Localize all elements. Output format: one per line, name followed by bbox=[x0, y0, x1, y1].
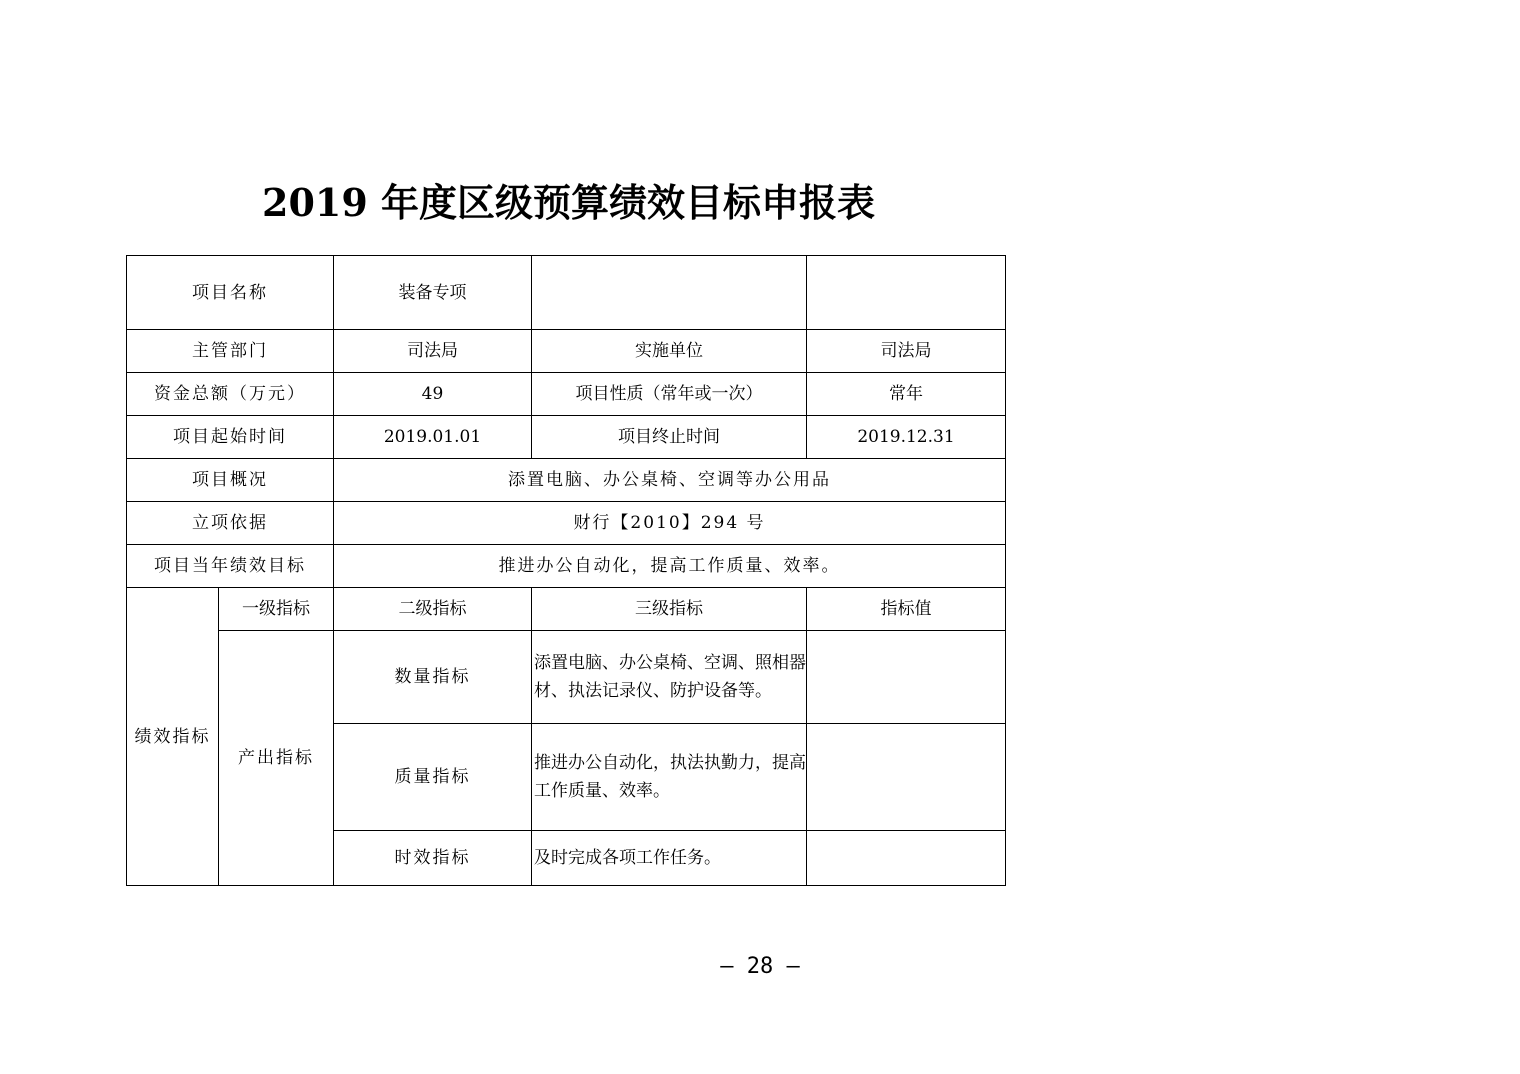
header-value: 指标值 bbox=[807, 588, 1006, 631]
overview-value: 添置电脑、办公桌椅、空调等办公用品 bbox=[334, 459, 1006, 502]
annual-goal-value: 推进办公自动化，提高工作质量、效率。 bbox=[334, 545, 1006, 588]
start-time-value: 2019.01.01 bbox=[334, 416, 532, 459]
value-quantity bbox=[807, 631, 1006, 724]
level1-output-label: 产出指标 bbox=[219, 631, 334, 886]
total-funds-value: 49 bbox=[334, 373, 532, 416]
page-title: 2019 年度区级预算绩效目标申报表 bbox=[262, 180, 875, 225]
project-name-value: 装备专项 bbox=[334, 256, 532, 330]
header-level2: 二级指标 bbox=[334, 588, 532, 631]
table-row bbox=[127, 631, 1006, 724]
page-number: – 28 – bbox=[720, 954, 800, 979]
row-time bbox=[127, 416, 1006, 459]
level3-quality: 推进办公自动化，执法执勤力，提高工作质量、效率。 bbox=[532, 724, 807, 831]
level2-quantity: 数量指标 bbox=[334, 631, 532, 724]
end-time-label: 项目终止时间 bbox=[532, 416, 807, 459]
basis-value: 财行【2010】294 号 bbox=[334, 502, 1006, 545]
row-indicator-headers bbox=[127, 588, 1006, 631]
department-value: 司法局 bbox=[334, 330, 532, 373]
implementing-unit-label: 实施单位 bbox=[532, 330, 807, 373]
overview-label: 项目概况 bbox=[127, 459, 334, 502]
implementing-unit-value: 司法局 bbox=[807, 330, 1006, 373]
project-nature-value: 常年 bbox=[807, 373, 1006, 416]
value-timeliness bbox=[807, 831, 1006, 886]
end-time-value: 2019.12.31 bbox=[807, 416, 1006, 459]
project-name-label: 项目名称 bbox=[127, 256, 334, 330]
level3-timeliness: 及时完成各项工作任务。 bbox=[532, 831, 807, 886]
header-level3: 三级指标 bbox=[532, 588, 807, 631]
row-basis bbox=[127, 502, 1006, 545]
basis-label: 立项依据 bbox=[127, 502, 334, 545]
annual-goal-label: 项目当年绩效目标 bbox=[127, 545, 334, 588]
project-nature-label: 项目性质（常年或一次） bbox=[532, 373, 807, 416]
header-level1: 一级指标 bbox=[219, 588, 334, 631]
indicators-section-label: 绩效指标 bbox=[127, 588, 219, 886]
level3-quantity: 添置电脑、办公桌椅、空调、照相器材、执法记录仪、防护设备等。 bbox=[532, 631, 807, 724]
level2-timeliness: 时效指标 bbox=[334, 831, 532, 886]
project-name-extra-cell-2 bbox=[807, 256, 1006, 330]
performance-target-form bbox=[126, 255, 1006, 886]
value-quality bbox=[807, 724, 1006, 831]
start-time-label: 项目起始时间 bbox=[127, 416, 334, 459]
row-department bbox=[127, 330, 1006, 373]
total-funds-label: 资金总额（万元） bbox=[127, 373, 334, 416]
project-name-extra-cell bbox=[532, 256, 807, 330]
row-overview bbox=[127, 459, 1006, 502]
level2-quality: 质量指标 bbox=[334, 724, 532, 831]
row-project-name bbox=[127, 256, 1006, 330]
row-annual-goal bbox=[127, 545, 1006, 588]
row-funds bbox=[127, 373, 1006, 416]
department-label: 主管部门 bbox=[127, 330, 334, 373]
